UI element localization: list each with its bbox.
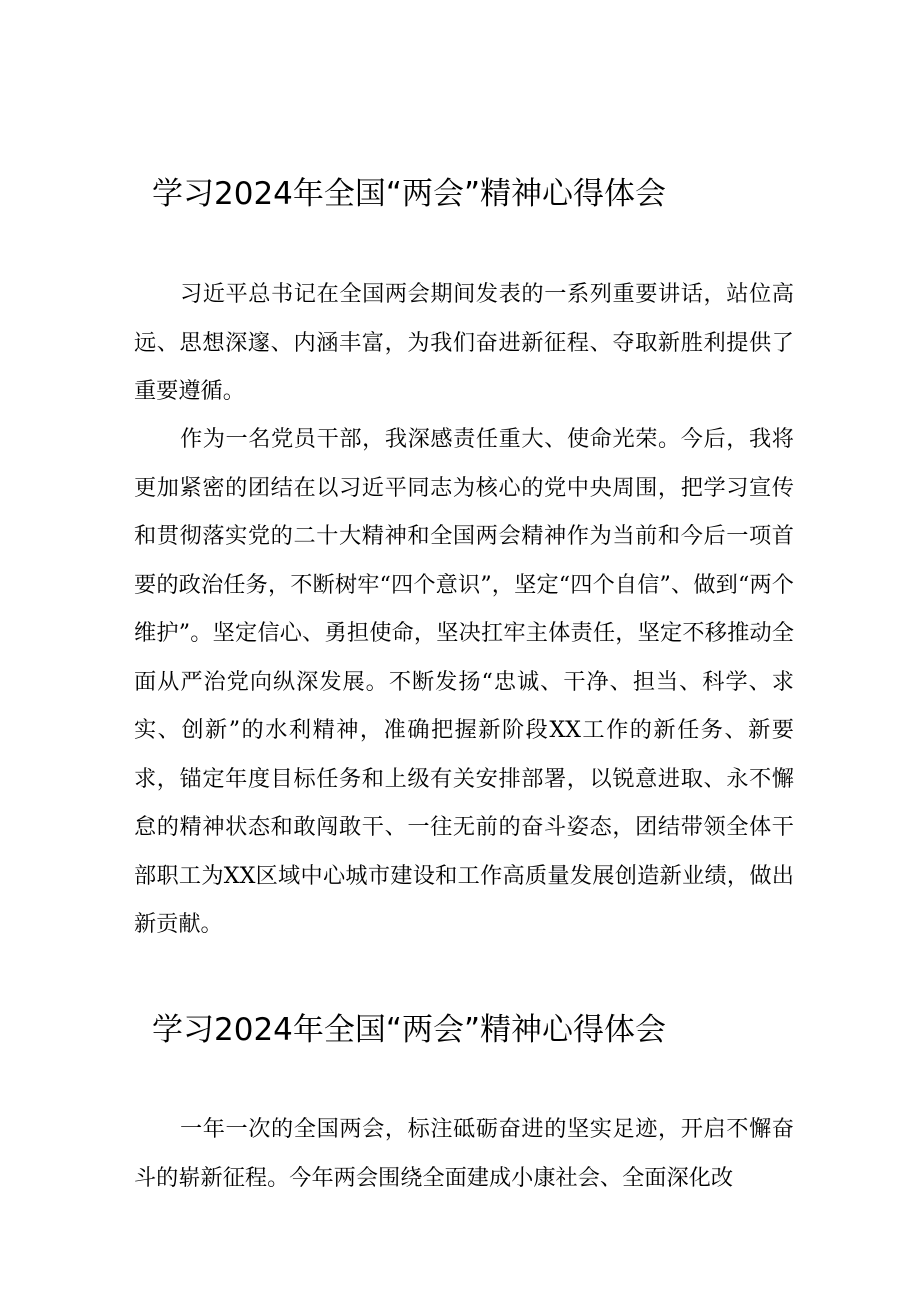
body-paragraph: 作为一名党员干部，我深感责任重大、使命光荣。今后，我将更加紧密的团结在以习近平同志为核心的党中央周围，把学习宣传和贯彻落实党的二十大精神和全国两会精神作为当前和今后一项首要的政治任务，不断树牢“四个意识”，坚定“四个自信”、做到“两个维护”。坚定信心、勇担使命，坚决扛牢主体责任，坚定不移推动全面从严治党向纵深发展。不断发扬“忠诚、干净、担当、科学、求实、创新”的水利精神，准确把握新阶段XX工作的新任务、新要求，锚定年度目标任务和上级有关安排部署，以锐意进取、永不懈怠的精神状态和敢闯敢干、一往无前的奋斗姿态，团结带领全体干部职工为XX区域中心城市建设和工作高质量发展创造新业绩，做出新贡献。 (134, 426, 794, 937)
section-title: 学习2024年全国“两会”精神心得体会 (152, 176, 667, 212)
section-title: 学习2024年全国“两会”精神心得体会 (152, 1012, 667, 1048)
body-paragraph: 习近平总书记在全国两会期间发表的一系列重要讲话，站位高远、思想深邃、内涵丰富，为我们奋进新征程、夺取新胜利提供了重要遵循。 (134, 281, 794, 404)
body-paragraph: 一年一次的全国两会，标注砥砺奋进的坚实足迹，开启不懈奋斗的崭新征程。今年两会围绕全面建成小康社会、全面深化改 (134, 1116, 794, 1191)
